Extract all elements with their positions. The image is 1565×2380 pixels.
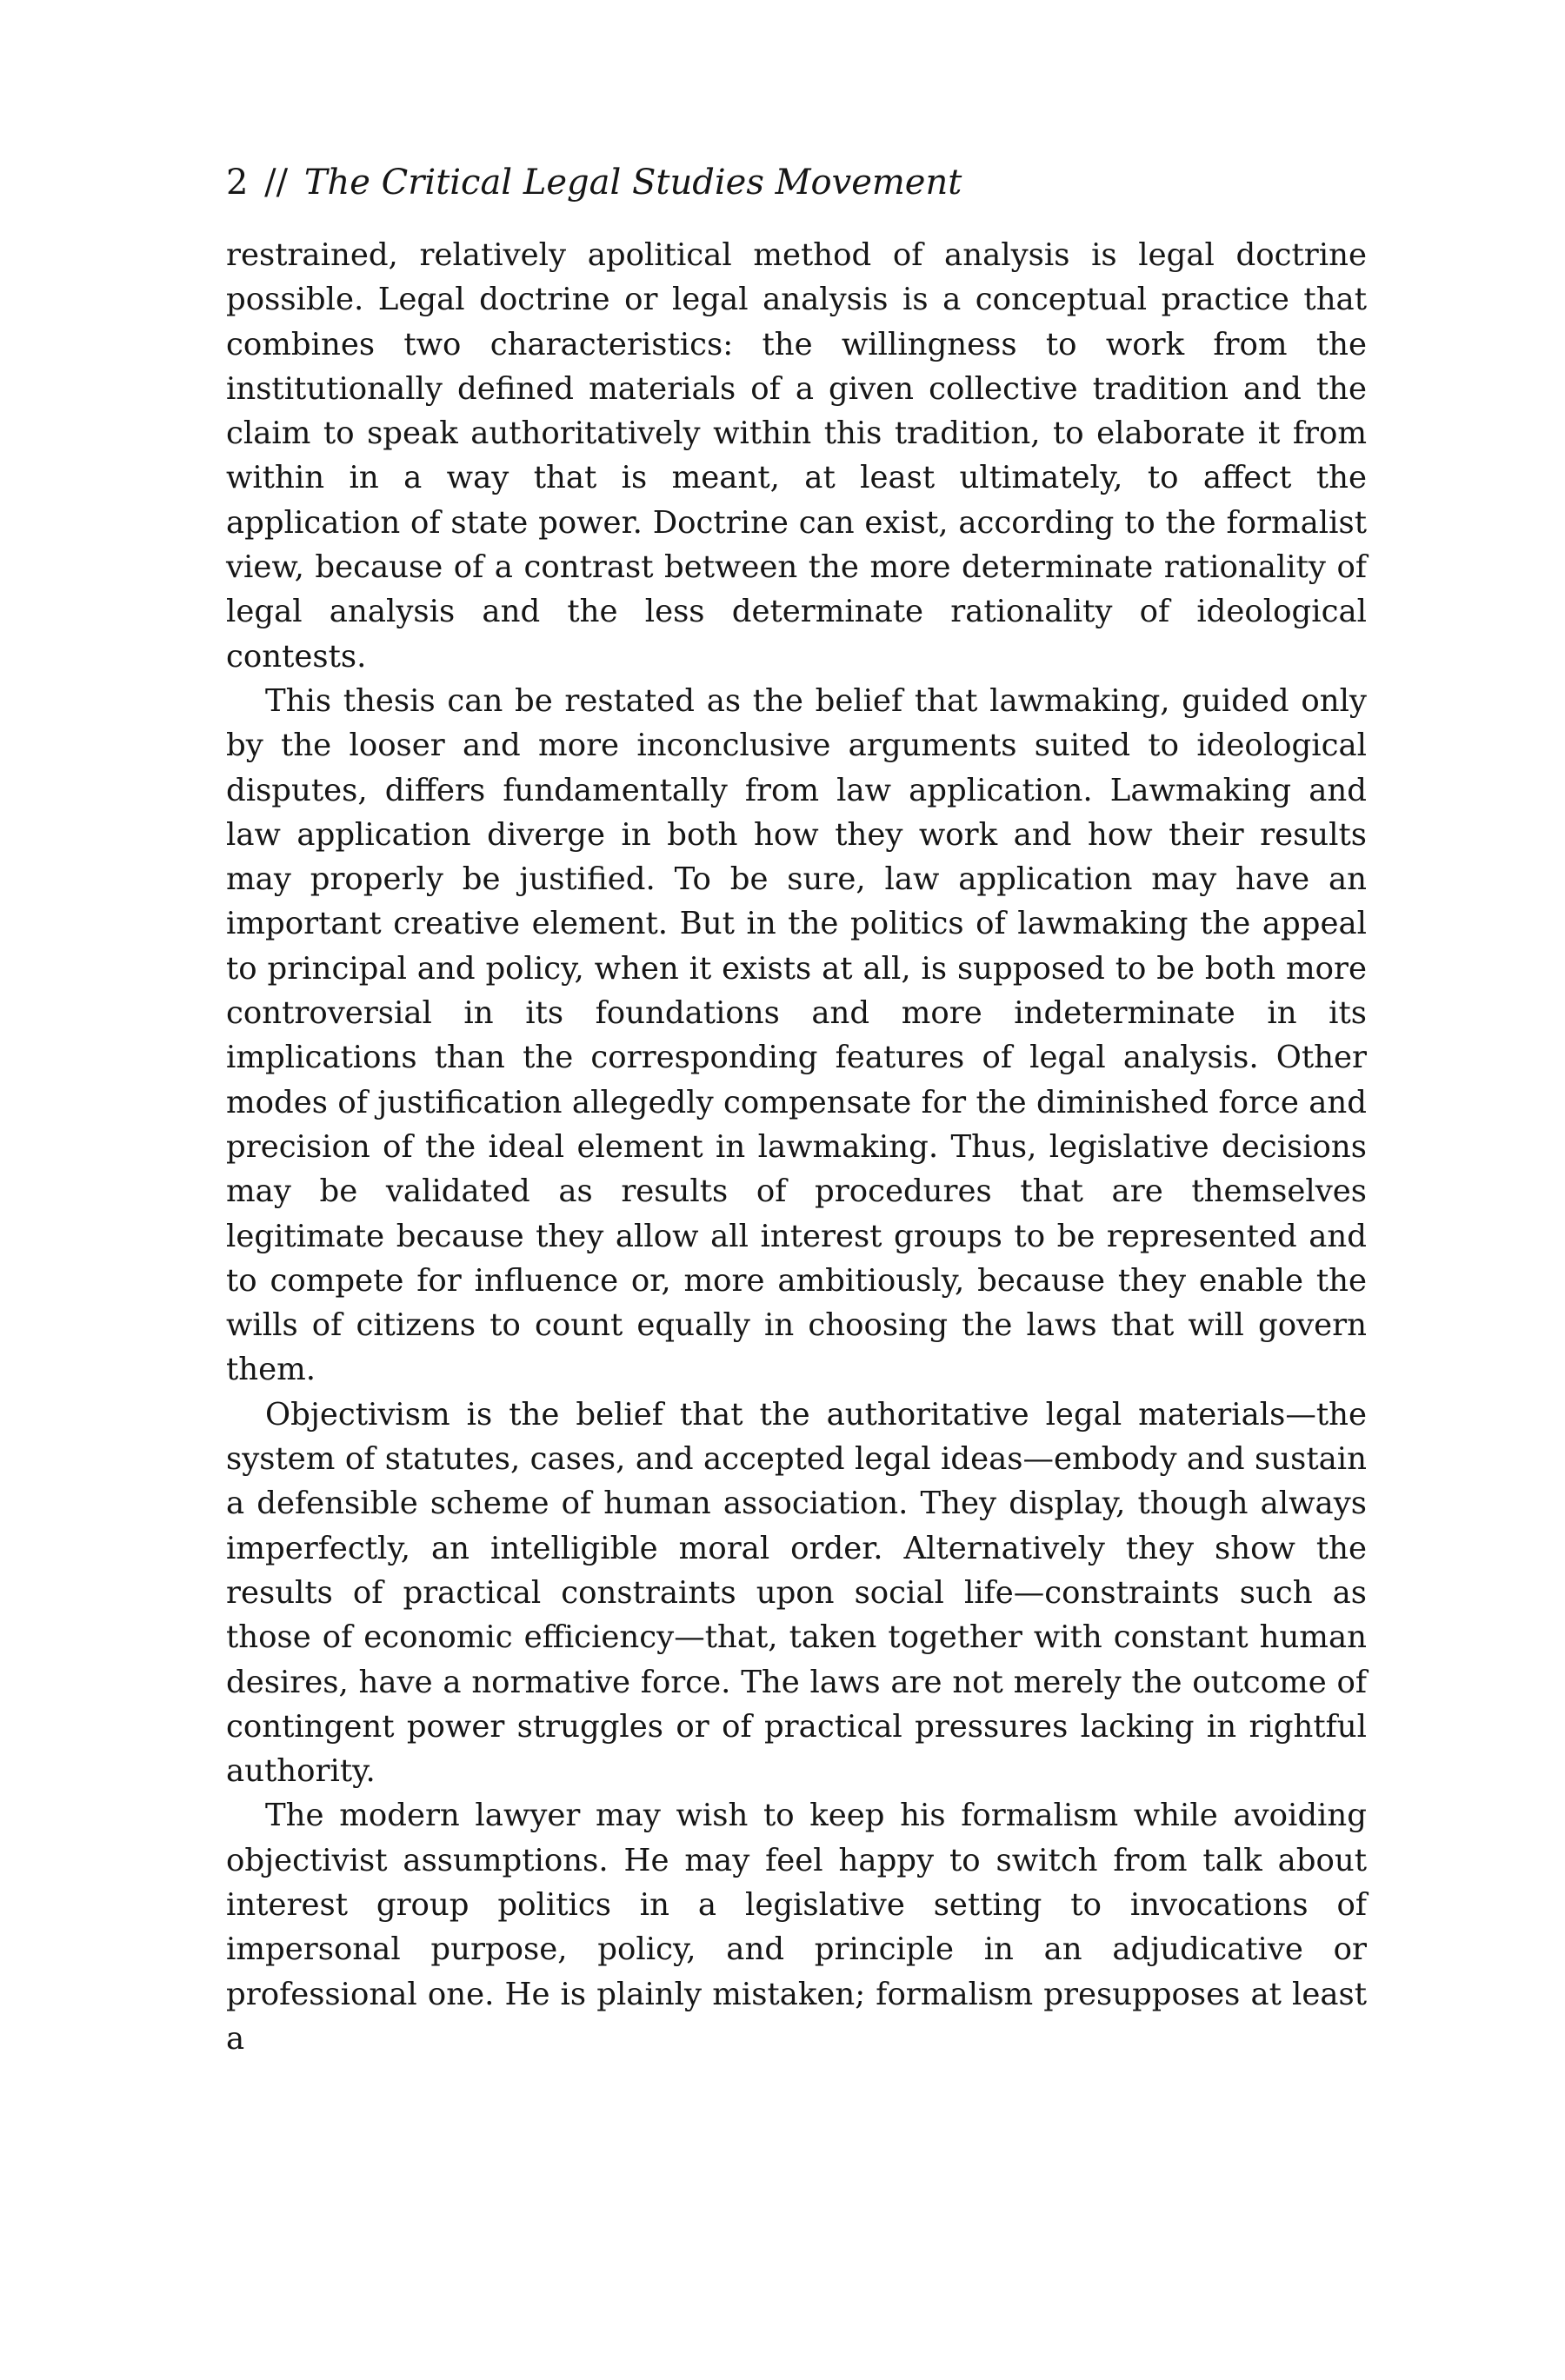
running-head-title: The Critical Legal Studies Movement — [303, 163, 962, 203]
running-head — [226, 161, 962, 204]
paragraph-4: The modern lawyer may wish to keep his formalism while avoiding objectivist assumptions. He may feel happy to switch from talk about interest group politics in a legislative setting to invocations of impersonal purpose, policy, and principle in an adjudicative or professional one. He is plainly mistaken; formalism presupposes at least a — [226, 1798, 1367, 2057]
page-number: 2 — [226, 163, 249, 203]
paragraph-1: restrained, relatively apolitical method of analysis is legal doctrine possible. Legal doctrine or legal analysis is a conceptual practice that combines two characteristics: the willingness to work from the institutionally defined materials of a given collective tradition and the claim to speak authoritatively within this tradition, to elaborate it from within in a way that is meant, at least ultimately, to affect the application of state power. Doctrine can exist, according to the formalist view, because of a contrast between the more determinate rationality of legal analysis and the less determinate rationality of ideological contests. — [226, 237, 1367, 675]
body-text — [226, 233, 1367, 2061]
paragraph-3: Objectivism is the belief that the authoritative legal materials—the system of statutes, cases, and accepted legal ideas—embody and sustain a defensible scheme of human association. They display, though always imperfectly, an intelligible moral order. Alternatively they show the results of practical constraints upon social life—constraints such as those of economic efficiency—that, taken together with constant human desires, have a normative force. The laws are not merely the outcome of contingent power struggles or of practical pressures lacking in rightful authority. — [226, 1396, 1367, 1790]
running-head-separator: // — [264, 163, 289, 203]
paragraph-2: This thesis can be restated as the belief that lawmaking, guided only by the looser and more inconclusive arguments suited to ideological disputes, differs fundamentally from law application. Lawmaking and law application diverge in both how they work and how their results may properly be justified. To be sure, law application may have an important creative element. But in the politics of lawmaking the appeal to principal and policy, when it exists at all, is supposed to be both more controversial in its foundations and more indeterminate in its implications than the corresponding features of legal analysis. Other modes of justification allegedly compensate for the diminished force and precision of the ideal element in lawmaking. Thus, legislative decisions may be validated as results of procedures that are themselves legitimate because they allow all interest groups to be represented and to compete for influence or, more ambitiously, because they enable the wills of citizens to count equally in choosing the laws that will govern them. — [226, 682, 1367, 1388]
